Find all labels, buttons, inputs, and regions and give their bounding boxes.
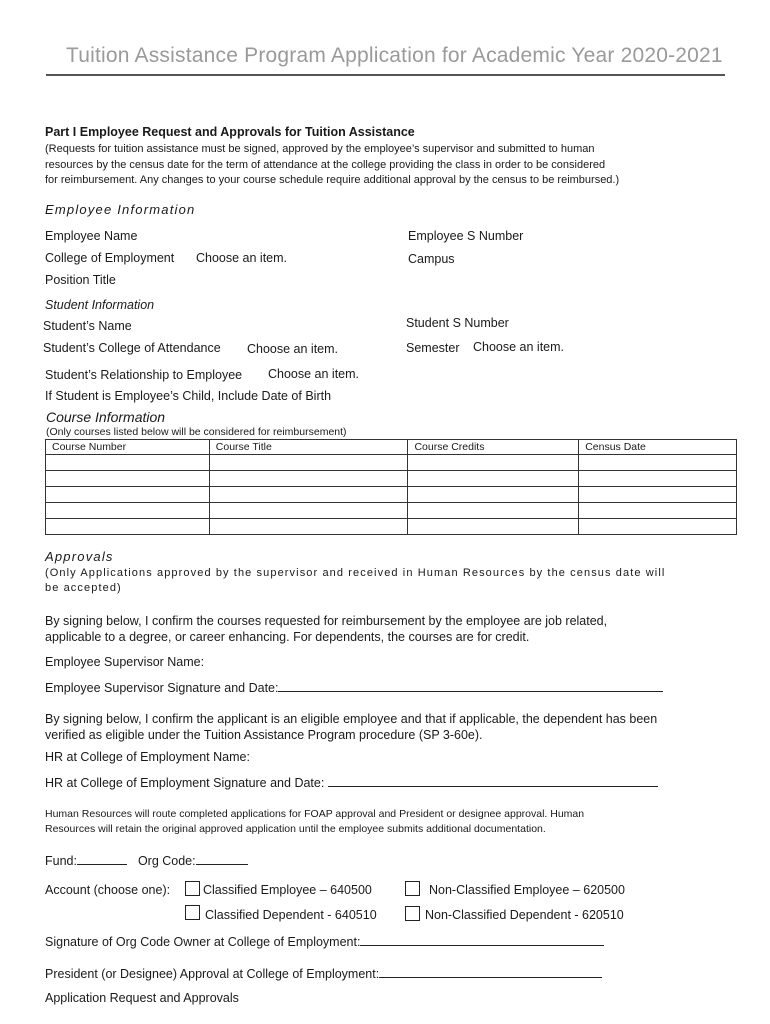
statement-line: verified as eligible under the Tuition Assistance Program procedure (SP 3-60e).	[45, 728, 483, 742]
student-s-number-label: Student S Number	[406, 316, 509, 330]
course-number-cell[interactable]	[46, 503, 210, 519]
course-title-cell[interactable]	[209, 487, 408, 503]
routing-line: Human Resources will route completed applications for FOAP approval and President or designee approval. Human	[45, 808, 585, 820]
table-row	[46, 503, 737, 519]
course-number-cell[interactable]	[46, 519, 210, 535]
course-table	[45, 439, 737, 535]
president-signature-label: President (or Designee) Approval at College of Employment:	[45, 967, 380, 981]
hr-signature-label: HR at College of Employment Signature and Date:	[45, 776, 325, 790]
student-info-heading: Student Information	[45, 298, 155, 312]
table-row	[46, 519, 737, 535]
account-label: Account (choose one):	[45, 883, 171, 897]
org-code-label: Org Code:	[137, 854, 196, 868]
routing-line: Resources will retain the original approved application until the employee submits additional documentation.	[45, 823, 546, 835]
census-date-cell[interactable]	[579, 503, 737, 519]
intro-line: resources by the census date for the term of attendance at the college providing the class in order to be considered	[45, 158, 606, 171]
approvals-note	[45, 566, 735, 596]
course-title-cell[interactable]	[209, 503, 408, 519]
employee-info-heading: Employee Information	[45, 202, 196, 217]
course-title-cell[interactable]	[209, 471, 408, 487]
course-number-cell[interactable]	[46, 455, 210, 471]
org-owner-signature-label: Signature of Org Code Owner at College of Employment:	[45, 935, 361, 949]
student-college-label: Student’s College of Attendance	[43, 341, 221, 355]
classified-dependent-label: Classified Dependent - 640510	[205, 908, 377, 922]
intro-line: for reimbursement. Any changes to your course schedule require additional approval by the census to be reimbursed.)	[45, 174, 620, 186]
classified-employee-checkbox[interactable]	[185, 881, 200, 896]
supervisor-signature-label: Employee Supervisor Signature and Date:	[45, 681, 279, 695]
course-credits-cell[interactable]	[408, 471, 579, 487]
hr-signature-line[interactable]	[328, 774, 658, 787]
campus-label: Campus	[408, 252, 455, 266]
semester-label: Semester	[406, 341, 460, 355]
supervisor-name-label: Employee Supervisor Name:	[45, 655, 205, 669]
course-number-cell[interactable]	[46, 487, 210, 503]
hr-signature-row	[45, 774, 658, 790]
college-of-employment-label: College of Employment	[45, 251, 175, 265]
part-one-intro	[45, 142, 725, 189]
president-signature-line[interactable]	[379, 965, 602, 978]
column-header: Course Title	[209, 440, 408, 455]
supervisor-statement	[45, 613, 735, 645]
table-row	[46, 487, 737, 503]
position-title-label: Position Title	[45, 273, 116, 287]
supervisor-signature-row	[45, 679, 663, 695]
org-owner-signature-row	[45, 933, 604, 949]
non-classified-dependent-checkbox[interactable]	[405, 906, 420, 921]
course-number-cell[interactable]	[46, 471, 210, 487]
employee-s-number-label: Employee S Number	[408, 229, 524, 243]
president-signature-row	[45, 965, 602, 981]
semester-dropdown[interactable]: Choose an item.	[473, 340, 565, 354]
column-header: Census Date	[579, 440, 737, 455]
fund-line[interactable]	[77, 852, 127, 865]
college-of-employment-dropdown[interactable]: Choose an item.	[196, 251, 288, 265]
table-row	[46, 455, 737, 471]
course-credits-cell[interactable]	[408, 455, 579, 471]
approvals-note-line: be accepted)	[45, 582, 122, 594]
intro-line: (Requests for tuition assistance must be signed, approved by the employee’s supervisor and submitted to human	[45, 143, 595, 155]
column-header: Course Number	[46, 440, 210, 455]
census-date-cell[interactable]	[579, 487, 737, 503]
course-credits-cell[interactable]	[408, 503, 579, 519]
employee-name-label: Employee Name	[45, 229, 138, 243]
course-title-cell[interactable]	[209, 455, 408, 471]
org-owner-signature-line[interactable]	[360, 933, 604, 946]
census-date-cell[interactable]	[579, 471, 737, 487]
approvals-note-line: (Only Applications approved by the supervisor and received in Human Resources by the census date will	[45, 567, 666, 579]
course-info-note: (Only courses listed below will be considered for reimbursement)	[46, 426, 347, 438]
table-row	[46, 471, 737, 487]
column-header: Course Credits	[408, 440, 579, 455]
relationship-label: Student’s Relationship to Employee	[45, 368, 243, 382]
part-one-heading: Part I Employee Request and Approvals for Tuition Assistance	[45, 125, 415, 139]
non-classified-employee-label: Non-Classified Employee – 620500	[429, 883, 625, 897]
census-date-cell[interactable]	[579, 455, 737, 471]
approvals-heading: Approvals	[45, 549, 114, 564]
relationship-dropdown[interactable]: Choose an item.	[268, 367, 360, 381]
course-credits-cell[interactable]	[408, 487, 579, 503]
hr-statement	[45, 711, 735, 743]
statement-line: By signing below, I confirm the applicant is an eligible employee and that if applicable, the dependent has been	[45, 712, 658, 726]
statement-line: applicable to a degree, or career enhancing. For dependents, the courses are for credit.	[45, 630, 530, 644]
non-classified-dependent-label: Non-Classified Dependent - 620510	[425, 908, 624, 922]
supervisor-signature-line[interactable]	[278, 679, 663, 692]
title-divider	[46, 74, 725, 76]
course-credits-cell[interactable]	[408, 519, 579, 535]
course-table-header	[46, 440, 737, 455]
non-classified-employee-checkbox[interactable]	[405, 881, 420, 896]
child-dob-label: If Student is Employee’s Child, Include Date of Birth	[45, 389, 332, 403]
classified-employee-label: Classified Employee – 640500	[203, 883, 372, 897]
fund-org-row	[45, 852, 248, 868]
hr-name-label: HR at College of Employment Name:	[45, 750, 250, 764]
classified-dependent-checkbox[interactable]	[185, 905, 200, 920]
hr-routing-note	[45, 807, 735, 837]
statement-line: By signing below, I confirm the courses requested for reimbursement by the employee are job related,	[45, 614, 608, 628]
student-college-dropdown[interactable]: Choose an item.	[247, 342, 339, 356]
document-title: Tuition Assistance Program Application for Academic Year 2020-2021	[66, 44, 723, 67]
footer-label: Application Request and Approvals	[45, 991, 239, 1005]
course-title-cell[interactable]	[209, 519, 408, 535]
census-date-cell[interactable]	[579, 519, 737, 535]
org-code-line[interactable]	[196, 852, 248, 865]
student-name-label: Student’s Name	[43, 319, 132, 333]
fund-label: Fund:	[45, 854, 77, 868]
course-info-heading: Course Information	[46, 409, 166, 425]
